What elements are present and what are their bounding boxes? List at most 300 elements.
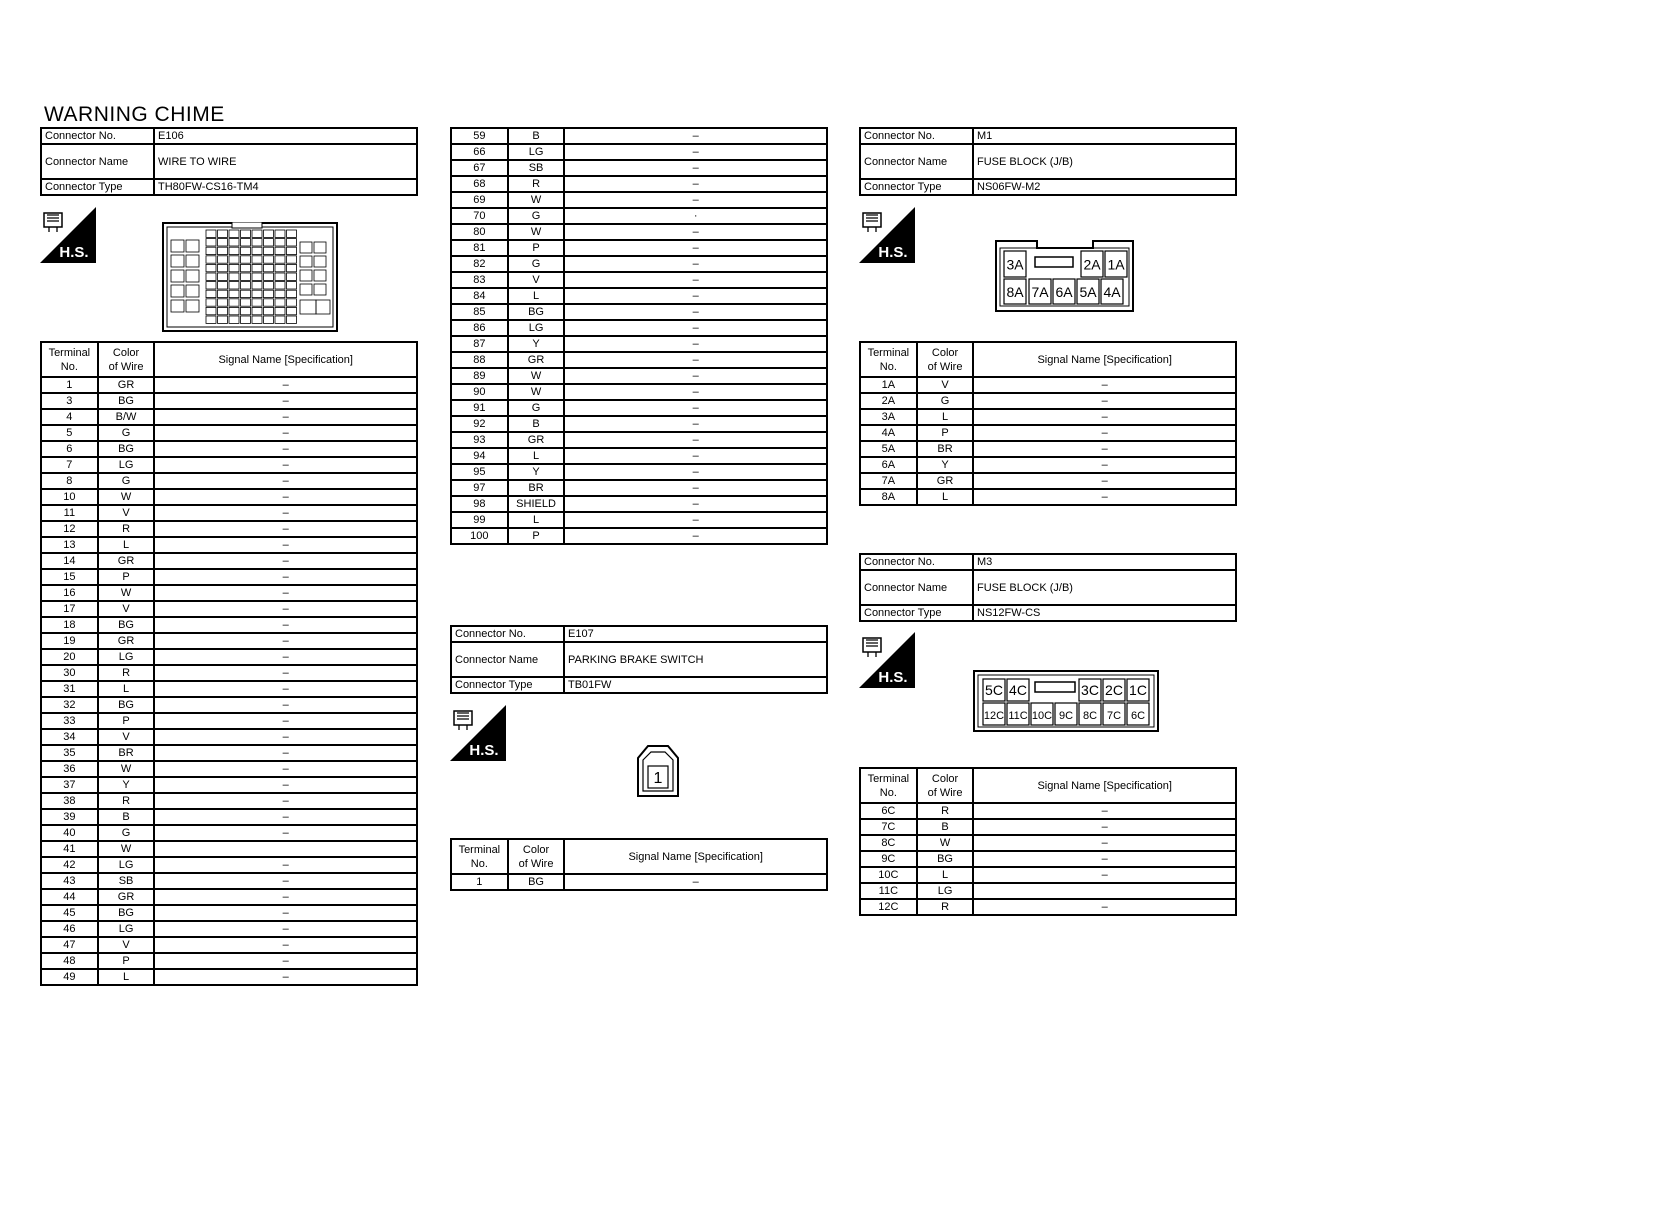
wire-color-cell: L bbox=[98, 681, 155, 697]
wire-color-cell: W bbox=[508, 368, 565, 384]
wire-color-cell: B bbox=[98, 809, 155, 825]
table-row bbox=[41, 649, 417, 665]
cavity bbox=[252, 307, 262, 314]
cavity bbox=[314, 270, 326, 281]
table-row bbox=[451, 240, 827, 256]
cavity bbox=[252, 282, 262, 289]
terminal-no-cell: 12 bbox=[41, 521, 98, 537]
connector-m3-face bbox=[973, 670, 1159, 737]
signal-name-cell: – bbox=[154, 969, 417, 985]
connector-m1-face bbox=[995, 240, 1135, 317]
terminal-no-cell: 92 bbox=[451, 416, 508, 432]
cavity bbox=[229, 239, 239, 246]
table-row bbox=[860, 473, 1236, 489]
table-row bbox=[451, 256, 827, 272]
pin-label: 4C bbox=[1009, 681, 1027, 698]
cavity bbox=[252, 273, 262, 280]
signal-name-cell: – bbox=[154, 569, 417, 585]
table-row bbox=[41, 793, 417, 809]
terminal-no-cell: 36 bbox=[41, 761, 98, 777]
cavity bbox=[218, 247, 228, 254]
header-wire-color: Color of Wire bbox=[917, 342, 974, 377]
wire-color-cell: LG bbox=[508, 144, 565, 160]
wire-color-cell: G bbox=[508, 256, 565, 272]
terminal-no-cell: 37 bbox=[41, 777, 98, 793]
cavity bbox=[287, 230, 297, 237]
signal-name-cell: – bbox=[564, 496, 827, 512]
signal-name-cell: – bbox=[154, 937, 417, 953]
terminal-no-cell: 15 bbox=[41, 569, 98, 585]
harness-side-icon bbox=[859, 632, 915, 688]
terminal-no-cell: 19 bbox=[41, 633, 98, 649]
connector-name-value: PARKING BRAKE SWITCH bbox=[564, 642, 827, 677]
terminal-no-cell: 83 bbox=[451, 272, 508, 288]
signal-name-cell: – bbox=[154, 713, 417, 729]
terminal-no-cell: 5A bbox=[860, 441, 917, 457]
signal-name-cell: – bbox=[564, 192, 827, 208]
cavity bbox=[229, 264, 239, 271]
cavity bbox=[206, 307, 216, 314]
table-row bbox=[41, 537, 417, 553]
cavity bbox=[300, 300, 316, 314]
cavity bbox=[264, 299, 274, 306]
wire-color-cell: GR bbox=[508, 432, 565, 448]
pin-label: 2A bbox=[1083, 256, 1101, 273]
signal-name-cell: – bbox=[154, 553, 417, 569]
terminal-no-cell: 49 bbox=[41, 969, 98, 985]
terminal-no-cell: 17 bbox=[41, 601, 98, 617]
signal-name-cell: – bbox=[564, 352, 827, 368]
signal-name-cell: – bbox=[564, 368, 827, 384]
table-row bbox=[41, 617, 417, 633]
cavity bbox=[287, 264, 297, 271]
cavity bbox=[275, 264, 285, 271]
wire-color-cell: LG bbox=[98, 457, 155, 473]
signal-name-cell: – bbox=[973, 409, 1236, 425]
cavity bbox=[241, 316, 251, 323]
cavity bbox=[275, 290, 285, 297]
table-row bbox=[451, 272, 827, 288]
cavity bbox=[252, 239, 262, 246]
signal-name-cell: – bbox=[154, 665, 417, 681]
table-row bbox=[451, 192, 827, 208]
pin-label: 5C bbox=[985, 681, 1003, 698]
terminal-no-cell: 7 bbox=[41, 457, 98, 473]
cavity bbox=[252, 290, 262, 297]
cavity bbox=[314, 284, 326, 295]
wire-color-cell: L bbox=[508, 448, 565, 464]
label-connector-no: Connector No. bbox=[41, 128, 154, 144]
terminal-no-cell: 66 bbox=[451, 144, 508, 160]
signal-name-cell: – bbox=[154, 889, 417, 905]
cavity bbox=[218, 316, 228, 323]
signal-name-cell: – bbox=[564, 400, 827, 416]
cavity bbox=[314, 256, 326, 267]
cavity bbox=[206, 290, 216, 297]
terminal-no-cell: 1 bbox=[451, 874, 508, 890]
terminal-no-cell: 16 bbox=[41, 585, 98, 601]
signal-name-cell: – bbox=[154, 777, 417, 793]
table-row bbox=[41, 761, 417, 777]
wire-color-cell: Y bbox=[508, 464, 565, 480]
terminal-no-cell: 44 bbox=[41, 889, 98, 905]
cavity bbox=[287, 247, 297, 254]
table-row bbox=[41, 457, 417, 473]
signal-name-cell: – bbox=[154, 681, 417, 697]
signal-name-cell: – bbox=[564, 528, 827, 544]
wire-color-cell: GR bbox=[917, 473, 974, 489]
header-signal-name: Signal Name [Specification] bbox=[973, 768, 1236, 803]
wire-color-cell: Y bbox=[98, 777, 155, 793]
table-row bbox=[41, 553, 417, 569]
label-connector-type: Connector Type bbox=[860, 179, 973, 195]
cavity bbox=[171, 255, 184, 267]
wire-color-cell: GR bbox=[98, 553, 155, 569]
table-row bbox=[41, 777, 417, 793]
terminal-no-cell: 3A bbox=[860, 409, 917, 425]
signal-name-cell: – bbox=[973, 851, 1236, 867]
terminal-no-cell: 8A bbox=[860, 489, 917, 505]
label-connector-no: Connector No. bbox=[860, 128, 973, 144]
table-row bbox=[451, 208, 827, 224]
table-row bbox=[41, 585, 417, 601]
table-row bbox=[860, 425, 1236, 441]
table-row bbox=[860, 441, 1236, 457]
table-row bbox=[41, 969, 417, 985]
signal-name-cell: – bbox=[154, 649, 417, 665]
table-row bbox=[41, 937, 417, 953]
wire-color-cell: P bbox=[98, 569, 155, 585]
table-row bbox=[451, 480, 827, 496]
table-row bbox=[451, 874, 827, 890]
cavity bbox=[252, 264, 262, 271]
cavity bbox=[229, 256, 239, 263]
wire-color-cell: R bbox=[98, 521, 155, 537]
hs-label: H.S. bbox=[469, 742, 499, 759]
wire-color-cell: V bbox=[98, 601, 155, 617]
cavity bbox=[229, 299, 239, 306]
table-row bbox=[451, 288, 827, 304]
table-row bbox=[860, 393, 1236, 409]
header-signal-name: Signal Name [Specification] bbox=[973, 342, 1236, 377]
signal-name-cell: – bbox=[973, 473, 1236, 489]
header-signal-name: Signal Name [Specification] bbox=[154, 342, 417, 377]
wire-color-cell: L bbox=[98, 969, 155, 985]
wire-color-cell: BG bbox=[508, 304, 565, 320]
cavity bbox=[275, 273, 285, 280]
header-wire-color: Color of Wire bbox=[917, 768, 974, 803]
table-row bbox=[41, 697, 417, 713]
signal-name-cell: – bbox=[154, 761, 417, 777]
wire-color-cell: L bbox=[917, 867, 974, 883]
table-row bbox=[860, 851, 1236, 867]
cavity bbox=[218, 273, 228, 280]
wire-color-cell: P bbox=[98, 953, 155, 969]
table-row bbox=[451, 368, 827, 384]
cavity bbox=[218, 282, 228, 289]
signal-name-cell: – bbox=[154, 505, 417, 521]
terminal-no-cell: 93 bbox=[451, 432, 508, 448]
table-row bbox=[41, 729, 417, 745]
wire-color-cell: W bbox=[917, 835, 974, 851]
wire-color-cell: L bbox=[508, 288, 565, 304]
table-row bbox=[41, 745, 417, 761]
cavity bbox=[218, 256, 228, 263]
signal-name-cell: – bbox=[564, 320, 827, 336]
wire-color-cell: W bbox=[98, 841, 155, 857]
signal-name-cell: – bbox=[564, 432, 827, 448]
terminal-no-cell: 1 bbox=[41, 377, 98, 393]
cavity bbox=[206, 273, 216, 280]
pin-label: 9C bbox=[1058, 709, 1074, 722]
table-row bbox=[41, 681, 417, 697]
wire-color-cell: W bbox=[98, 489, 155, 505]
header-wire-color: Color of Wire bbox=[508, 839, 565, 874]
wire-color-cell: G bbox=[98, 825, 155, 841]
signal-name-cell: – bbox=[154, 857, 417, 873]
wire-color-cell: L bbox=[508, 512, 565, 528]
terminal-no-cell: 30 bbox=[41, 665, 98, 681]
cavity bbox=[287, 307, 297, 314]
cavity bbox=[218, 299, 228, 306]
terminal-no-cell: 86 bbox=[451, 320, 508, 336]
wire-color-cell: BG bbox=[917, 851, 974, 867]
pin-label: 12C bbox=[983, 709, 1005, 722]
cavity bbox=[241, 282, 251, 289]
signal-name-cell: – bbox=[564, 272, 827, 288]
wire-color-cell: BR bbox=[508, 480, 565, 496]
terminal-no-cell: 82 bbox=[451, 256, 508, 272]
cavity bbox=[241, 247, 251, 254]
cavity bbox=[252, 299, 262, 306]
cavity bbox=[229, 247, 239, 254]
pin-label: 8A bbox=[1006, 284, 1024, 300]
table-row bbox=[451, 400, 827, 416]
table-row bbox=[41, 953, 417, 969]
label-connector-type: Connector Type bbox=[41, 179, 154, 195]
wire-color-cell: BG bbox=[98, 697, 155, 713]
signal-name-cell: – bbox=[154, 953, 417, 969]
connector-e107-face bbox=[636, 744, 680, 803]
cavity bbox=[275, 239, 285, 246]
table-row bbox=[41, 825, 417, 841]
cavity bbox=[275, 247, 285, 254]
terminal-no-cell: 68 bbox=[451, 176, 508, 192]
terminal-no-cell: 32 bbox=[41, 697, 98, 713]
signal-name-cell: – bbox=[154, 489, 417, 505]
signal-name-cell: – bbox=[973, 489, 1236, 505]
wire-color-cell: Y bbox=[508, 336, 565, 352]
table-row bbox=[41, 889, 417, 905]
wire-color-cell: LG bbox=[98, 921, 155, 937]
table-row bbox=[41, 905, 417, 921]
cavity bbox=[275, 282, 285, 289]
terminal-no-cell: 34 bbox=[41, 729, 98, 745]
wire-color-cell: V bbox=[508, 272, 565, 288]
terminal-table-e107 bbox=[450, 838, 828, 891]
table-row bbox=[451, 176, 827, 192]
terminal-no-cell: 3 bbox=[41, 393, 98, 409]
wire-color-cell: B bbox=[508, 128, 565, 144]
wire-color-cell: B bbox=[917, 819, 974, 835]
pin-label: 8C bbox=[1082, 709, 1098, 722]
connector-e106-info bbox=[40, 127, 418, 196]
signal-name-cell: – bbox=[973, 819, 1236, 835]
terminal-no-cell: 7C bbox=[860, 819, 917, 835]
signal-name-cell: – bbox=[564, 336, 827, 352]
signal-name-cell: – bbox=[154, 617, 417, 633]
wire-color-cell: W bbox=[508, 224, 565, 240]
wire-color-cell: SB bbox=[98, 873, 155, 889]
table-row bbox=[41, 393, 417, 409]
terminal-no-cell: 38 bbox=[41, 793, 98, 809]
signal-name-cell: – bbox=[564, 256, 827, 272]
table-row bbox=[41, 473, 417, 489]
header-signal-name: Signal Name [Specification] bbox=[564, 839, 827, 874]
connector-name-value: FUSE BLOCK (J/B) bbox=[973, 144, 1236, 179]
wire-color-cell: G bbox=[98, 425, 155, 441]
pin-label: 7C bbox=[1106, 709, 1122, 722]
table-row bbox=[41, 841, 417, 857]
connector-no-value: E107 bbox=[564, 626, 827, 642]
signal-name-cell: – bbox=[973, 425, 1236, 441]
terminal-no-cell: 69 bbox=[451, 192, 508, 208]
table-row bbox=[41, 601, 417, 617]
cavity bbox=[252, 230, 262, 237]
label-connector-no: Connector No. bbox=[451, 626, 564, 642]
signal-name-cell: – bbox=[564, 288, 827, 304]
cavity bbox=[186, 270, 199, 282]
cavity bbox=[264, 307, 274, 314]
signal-name-cell: – bbox=[973, 835, 1236, 851]
cavity bbox=[206, 230, 216, 237]
wire-color-cell: L bbox=[917, 409, 974, 425]
signal-name-cell: – bbox=[564, 874, 827, 890]
label-connector-type: Connector Type bbox=[451, 677, 564, 693]
table-row bbox=[41, 569, 417, 585]
terminal-no-cell: 6C bbox=[860, 803, 917, 819]
table-row bbox=[41, 809, 417, 825]
table-row bbox=[860, 835, 1236, 851]
cavity bbox=[241, 239, 251, 246]
terminal-no-cell: 8C bbox=[860, 835, 917, 851]
wire-color-cell: P bbox=[508, 528, 565, 544]
wire-color-cell: P bbox=[98, 713, 155, 729]
signal-name-cell: – bbox=[564, 512, 827, 528]
cavity bbox=[275, 307, 285, 314]
terminal-table-m3 bbox=[859, 767, 1237, 916]
wire-color-cell: GR bbox=[98, 377, 155, 393]
terminal-no-cell: 85 bbox=[451, 304, 508, 320]
terminal-no-cell: 35 bbox=[41, 745, 98, 761]
table-row bbox=[41, 441, 417, 457]
cavity bbox=[171, 270, 184, 282]
wire-color-cell: GR bbox=[98, 889, 155, 905]
wire-color-cell: W bbox=[98, 585, 155, 601]
terminal-no-cell: 98 bbox=[451, 496, 508, 512]
cavity bbox=[287, 316, 297, 323]
cavity bbox=[300, 256, 312, 267]
connector-no-value: M1 bbox=[973, 128, 1236, 144]
table-row bbox=[41, 713, 417, 729]
signal-name-cell: – bbox=[564, 128, 827, 144]
pin-label: 1C bbox=[1129, 681, 1147, 698]
pin-label: 7A bbox=[1031, 284, 1049, 300]
table-row bbox=[41, 921, 417, 937]
table-row bbox=[860, 457, 1236, 473]
pin-label: 6C bbox=[1130, 709, 1146, 722]
cavity bbox=[275, 316, 285, 323]
terminal-no-cell: 31 bbox=[41, 681, 98, 697]
terminal-no-cell: 100 bbox=[451, 528, 508, 544]
table-row bbox=[41, 665, 417, 681]
signal-name-cell: – bbox=[154, 393, 417, 409]
table-row bbox=[41, 857, 417, 873]
terminal-no-cell: 81 bbox=[451, 240, 508, 256]
wire-color-cell: SHIELD bbox=[508, 496, 565, 512]
wire-color-cell: G bbox=[508, 400, 565, 416]
signal-name-cell: – bbox=[154, 521, 417, 537]
terminal-no-cell: 43 bbox=[41, 873, 98, 889]
wire-color-cell: V bbox=[98, 729, 155, 745]
label-connector-no: Connector No. bbox=[860, 554, 973, 570]
wire-color-cell: W bbox=[508, 192, 565, 208]
pin-label: 2C bbox=[1105, 681, 1123, 698]
terminal-no-cell: 84 bbox=[451, 288, 508, 304]
cavity bbox=[264, 239, 274, 246]
label-connector-name: Connector Name bbox=[41, 144, 154, 179]
terminal-no-cell: 59 bbox=[451, 128, 508, 144]
terminal-no-cell: 99 bbox=[451, 512, 508, 528]
terminal-no-cell: 88 bbox=[451, 352, 508, 368]
terminal-no-cell: 46 bbox=[41, 921, 98, 937]
terminal-no-cell: 41 bbox=[41, 841, 98, 857]
terminal-no-cell: 80 bbox=[451, 224, 508, 240]
label-connector-name: Connector Name bbox=[860, 144, 973, 179]
table-row bbox=[451, 416, 827, 432]
pin-label: 1A bbox=[1107, 256, 1125, 273]
table-row bbox=[41, 633, 417, 649]
cavity bbox=[206, 264, 216, 271]
cavity bbox=[264, 247, 274, 254]
table-row bbox=[860, 377, 1236, 393]
cavity bbox=[229, 307, 239, 314]
wire-color-cell: V bbox=[98, 505, 155, 521]
pin-label: 6A bbox=[1055, 284, 1073, 300]
terminal-no-cell: 6A bbox=[860, 457, 917, 473]
signal-name-cell: – bbox=[154, 873, 417, 889]
label-connector-name: Connector Name bbox=[451, 642, 564, 677]
cavity bbox=[314, 242, 326, 253]
terminal-no-cell: 7A bbox=[860, 473, 917, 489]
cavity bbox=[264, 230, 274, 237]
harness-side-icon bbox=[450, 705, 506, 761]
cavity bbox=[275, 299, 285, 306]
table-row bbox=[451, 496, 827, 512]
pin-label: 10C bbox=[1031, 709, 1053, 722]
cavity bbox=[206, 256, 216, 263]
wire-color-cell: L bbox=[98, 537, 155, 553]
wire-color-cell: V bbox=[98, 937, 155, 953]
cavity bbox=[275, 230, 285, 237]
terminal-no-cell: 97 bbox=[451, 480, 508, 496]
table-row bbox=[860, 409, 1236, 425]
terminal-no-cell: 48 bbox=[41, 953, 98, 969]
table-row bbox=[451, 144, 827, 160]
wire-color-cell: LG bbox=[917, 883, 974, 899]
cavity bbox=[275, 256, 285, 263]
table-row bbox=[41, 873, 417, 889]
